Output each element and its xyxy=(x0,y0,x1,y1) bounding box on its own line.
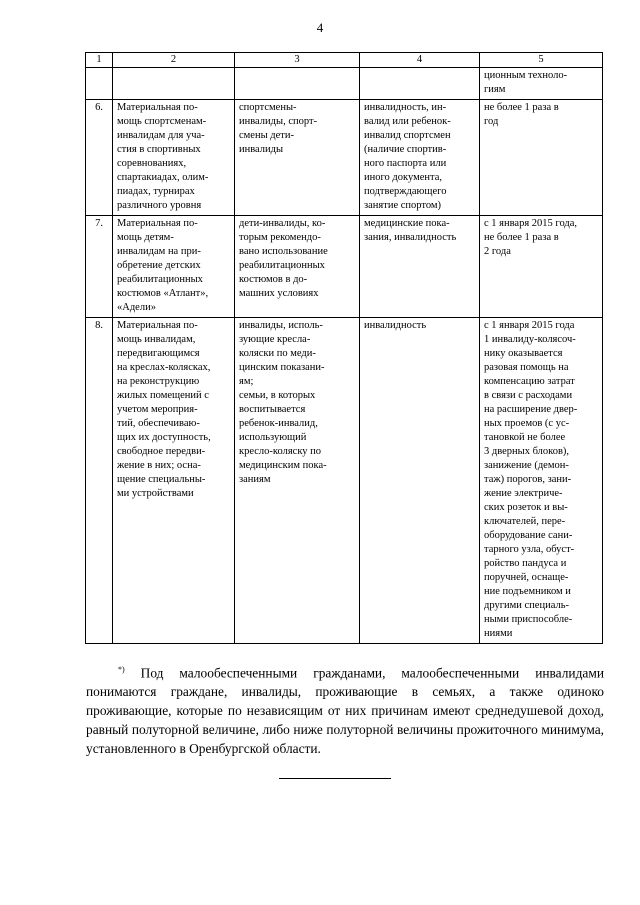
column-header: 1 xyxy=(86,53,113,68)
row-number: 8. xyxy=(86,318,113,644)
benefit-type-cell: Материальная по- мощь инвалидам, передвигающимся на креслах-колясках, на реконструкцию жилых помещений с учетом мероприя- тий, обеспечиваю- щих их доступность, свободное передви- жение в них; осна- щение специальны- ми устройствами xyxy=(113,318,235,644)
table-cell: ционным техноло- гиям xyxy=(480,68,603,100)
recipients-cell: дети-инвалиды, ко- торым рекомендо- вано использование реабилитационных костюмов в до- машних условиях xyxy=(235,216,360,318)
benefits-table xyxy=(85,52,603,644)
row-number: 6. xyxy=(86,100,113,216)
table-row xyxy=(86,216,603,318)
grounds-cell: инвалидность, ин- валид или ребенок- инвалид спортсмен (наличие спортив- ного паспорта или иного документа, подтверждающего занятие спортом) xyxy=(360,100,480,216)
table-header-row xyxy=(86,53,603,68)
footnote-marker: *) xyxy=(118,665,125,674)
column-header: 5 xyxy=(480,53,603,68)
footnote-text: Под малообеспеченными гражданами, малообеспеченными инвалидами понимаются граждане, инвалиды, проживающие в семьях, а также одиноко проживающие, которые по независящим от них причинам имеют среднедушевой доход, равный полуторной величине, либо ниже полуторной величины прожиточного минимума, установленного в Оренбургской области. xyxy=(86,665,604,757)
benefit-type-cell: Материальная по- мощь спортсменам- инвалидам для уча- стия в спортивных соревнованиях, спартакиадах, олим- пиадах, турнирах различного уровня xyxy=(113,100,235,216)
frequency-cell: не более 1 раза в год xyxy=(480,100,603,216)
row-number: 7. xyxy=(86,216,113,318)
table-row xyxy=(86,318,603,644)
table-row xyxy=(86,100,603,216)
column-header: 3 xyxy=(235,53,360,68)
frequency-cell: с 1 января 2015 года, не более 1 раза в 2 года xyxy=(480,216,603,318)
table-cell xyxy=(86,68,113,100)
closing-rule xyxy=(279,778,391,779)
column-header: 4 xyxy=(360,53,480,68)
grounds-cell: инвалидность xyxy=(360,318,480,644)
recipients-cell: инвалиды, исполь- зующие кресла- коляски по меди- цинским показани- ям; семьи, в которых воспитывается ребенок-инвалид, использующий кресло-коляску по медицинским пока- заниям xyxy=(235,318,360,644)
table-cell xyxy=(113,68,235,100)
footnote xyxy=(86,660,604,758)
frequency-cell: с 1 января 2015 года 1 инвалиду-колясоч- нику оказывается разовая помощь на компенсацию затрат в связи с расходами на расширение двер- ных проемов (с ус- тановкой не более 3 дверных блоков), занижение (демон- таж) порогов, зани- жение электриче- ских розеток и вы- ключателей, пере- оборудование сани- тарного узла, обуст- ройство пандуса и поручней, оснаще- ние подъемником и другими специаль- ными приспособле- ниями xyxy=(480,318,603,644)
page-number: 4 xyxy=(316,20,324,35)
table-cell xyxy=(235,68,360,100)
table-row-continuation xyxy=(86,68,603,100)
column-header: 2 xyxy=(113,53,235,68)
grounds-cell: медицинские пока- зания, инвалидность xyxy=(360,216,480,318)
table-cell xyxy=(360,68,480,100)
benefit-type-cell: Материальная по- мощь детям- инвалидам на при- обретение детских реабилитационных костюмов «Атлант», «Адели» xyxy=(113,216,235,318)
recipients-cell: спортсмены- инвалиды, спорт- смены дети- инвалиды xyxy=(235,100,360,216)
